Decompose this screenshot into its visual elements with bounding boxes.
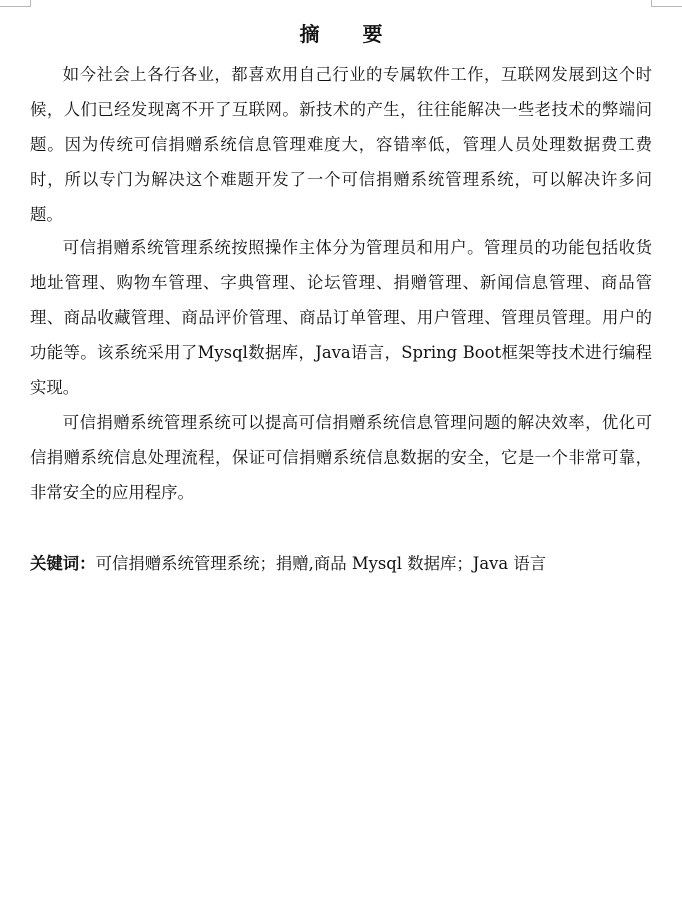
page-corner-marker-top-right — [651, 0, 682, 7]
page-corner-marker-top-left — [0, 0, 31, 7]
keywords-text: 可信捐赠系统管理系统；捐赠,商品 Mysql 数据库；Java 语言 — [95, 554, 547, 573]
abstract-paragraph-2: 可信捐赠系统管理系统按照操作主体分为管理员和用户。管理员的功能包括收货地址管理、购物车管理、字典管理、论坛管理、捐赠管理、新闻信息管理、商品管理、商品收藏管理、商品评价管理、商品订单管理、用户管理、管理员管理。用户的功能等。该系统采用了Mysql数据库，Java语言，Spring Boot框架等技术进行编程实现。 — [30, 238, 652, 397]
abstract-title: 摘 要 — [299, 22, 401, 46]
abstract-paragraph-1: 如今社会上各行各业，都喜欢用自己行业的专属软件工作，互联网发展到这个时候，人们已经发现离不开了互联网。新技术的产生，往往能解决一些老技术的弊端问题。因为传统可信捐赠系统信息管理难度大，容错率低，管理人员处理数据费工费时，所以专门为解决这个难题开发了一个可信捐赠系统管理系统，可以解决许多问题。 — [30, 65, 652, 224]
keywords-label: 关键词： — [30, 554, 96, 573]
keywords-line — [30, 546, 652, 581]
abstract-paragraph-3: 可信捐赠系统管理系统可以提高可信捐赠系统信息管理问题的解决效率，优化可信捐赠系统信息处理流程，保证可信捐赠系统信息数据的安全，它是一个非常可靠，非常安全的应用程序。 — [30, 413, 652, 502]
